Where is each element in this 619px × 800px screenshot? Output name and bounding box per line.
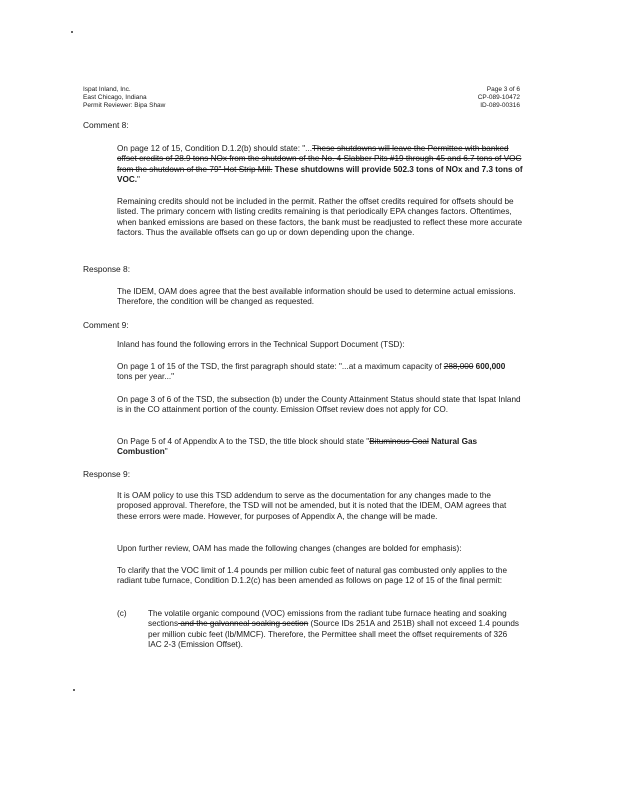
comment-8-heading: Comment 8: — [83, 120, 129, 130]
response-9-heading: Response 9: — [83, 469, 131, 479]
comment-8-paragraph-2: Remaining credits should not be included in the permit. Rather the offset credits required for offsets should be listed. The primary concern with listing credits remaining is that periodically EPA changes factors. Oftentimes, when banked emissions are based on these factors, the bank must be readjusted to reflect these more accurate factors. Thus the available offsets can go up or down depending upon the change. — [117, 197, 523, 238]
deleted-text: These shutdowns will leave the Permittee with banked offset credits of 28.9 tons NOx from the shutdown of the No. 4 Slabber Pits #19 through 45 and 6.7 tons of VOC from the shutdown of the 79" Hot Strip Mill. — [117, 144, 522, 174]
added-text: Natural Gas Combustion — [117, 437, 478, 457]
response-9-paragraph-2: Upon further review, OAM has made the following changes (changes are bolded for emphasis): — [117, 544, 462, 553]
comment-9-paragraph-3: On page 3 of 6 of the TSD, the subsection (b) under the County Attainment Status should state that Ispat Inland is in the CO attainment portion of the county. Emission Offset review does not apply for CO. — [117, 395, 521, 415]
deleted-text: 288,000 — [443, 362, 474, 371]
comment-9-paragraph-2: On page 1 of 15 of the TSD, the first paragraph should state: "...at a maximum capacity of 288,000 600,000 tons per year..." — [117, 362, 506, 382]
added-text: 600,000 — [473, 362, 506, 371]
response-9-paragraph-3: To clarify that the VOC limit of 1.4 pounds per million cubic feet of natural gas combusted only applies to the radiant tube furnace, Condition D.1.2(c) has been amended as follows on page 12 of 15 of the final permit: — [117, 566, 508, 586]
header-left — [83, 86, 165, 111]
company-name: Ispat Inland, Inc. — [83, 86, 131, 93]
company-location: East Chicago, Indiana — [83, 94, 147, 102]
permit-reviewer: Permit Reviewer: Bipa Shaw — [83, 102, 166, 110]
plant-id: ID-089-00316 — [480, 102, 520, 110]
added-text: These shutdowns will provide 502.3 tons of NOx and 7.3 tons of VOC. — [117, 164, 523, 185]
permit-number: CP-089-10472 — [477, 94, 520, 102]
header-right — [478, 86, 520, 111]
condition-item-text: The volatile organic compound (VOC) emissions from the radiant tube furnace heating and soaking sections and the galvanneal soaking section (Source IDs 251A and 251B) shall not exceed 1.4 pounds per million cubic feet (lb/MMCF). Therefore, the Permittee shall meet the offset requirements of 326 IAC 2-3 (Emission Offset). — [148, 609, 519, 650]
scan-speck — [73, 689, 75, 691]
response-8-heading: Response 8: — [83, 264, 131, 274]
page-number: Page 3 of 6 — [486, 86, 520, 93]
response-9-paragraph-1: It is OAM policy to use this TSD addendum to serve as the documentation for any changes made to the proposed approval. Therefore, the TSD will not be amended, but it is noted that the IDEM, OAM agrees that these errors were made. However, for purposes of Appendix A, the change will be made. — [117, 491, 507, 521]
response-8-paragraph-1: The IDEM, OAM does agree that the best available information should be used to determine actual emissions. Therefore, the condition will be changed as requested. — [117, 287, 516, 307]
comment-9-heading: Comment 9: — [83, 320, 129, 330]
deleted-text: and the galvanneal soaking section — [178, 619, 309, 629]
comment-9-paragraph-1: Inland has found the following errors in the Technical Support Document (TSD): — [117, 340, 405, 349]
deleted-text: Bituminous Coal — [369, 437, 429, 446]
scan-speck — [71, 31, 73, 33]
comment-8-paragraph-1: On page 12 of 15, Condition D.1.2(b) should state: "...These shutdowns will leave the Permittee with banked offset credits of 28.9 tons NOx from the shutdown of the No. 4 Slabber Pits #19 through 45 and 6.7 tons of VOC from the shutdown of the 79" Hot Strip Mill. These shutdowns will provide 502.3 tons of NOx and 7.3 tons of VOC." — [117, 144, 523, 185]
condition-item-label: (c) — [117, 609, 127, 618]
comment-9-paragraph-4: On Page 5 of 4 of Appendix A to the TSD, the title block should state "Bituminous Coal Natural Gas Combustion" — [117, 437, 478, 457]
